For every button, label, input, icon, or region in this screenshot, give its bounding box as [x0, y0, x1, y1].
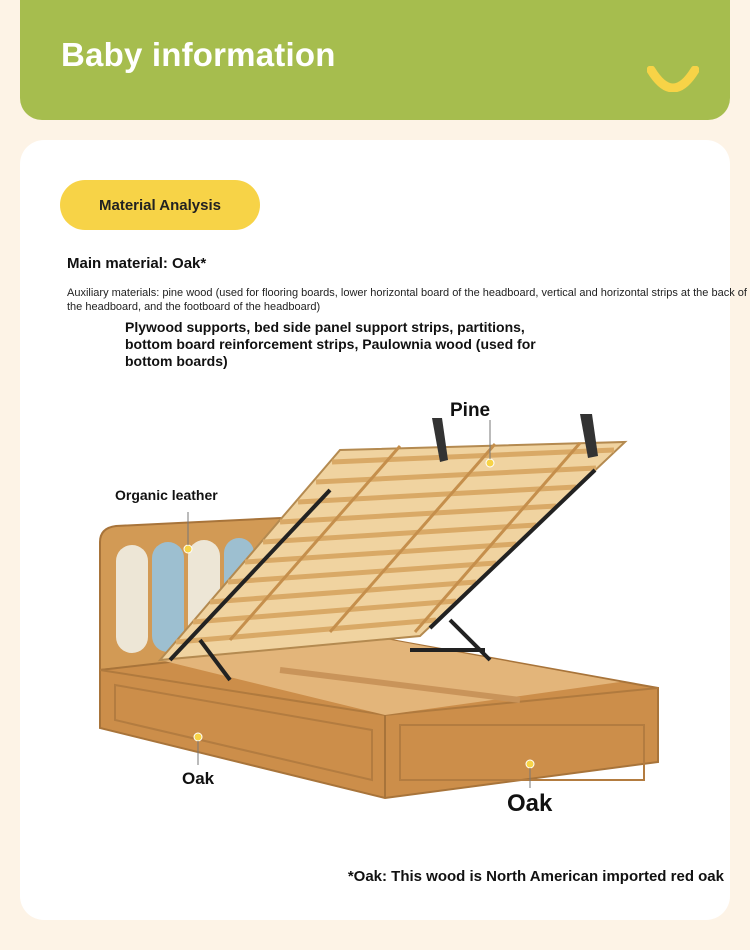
- page-title: Baby information: [61, 36, 336, 73]
- auxiliary-materials: Auxiliary materials: pine wood (used for flooring boards, lower horizontal board of the headboard, vertical and horizontal strips at the back of the headboard, and the footboard of the headboard): [67, 287, 747, 313]
- main-material: Main material: Oak*: [67, 255, 207, 272]
- bed-illustration: [80, 370, 720, 830]
- pine-label: Pine: [450, 400, 491, 421]
- plywood-materials: Plywood supports, bed side panel support strips, partitions, bottom board reinforcement strips, Paulownia wood (used for bottom boards): [125, 319, 536, 369]
- oak-label-left: Oak: [182, 769, 215, 788]
- footnote: *Oak: This wood is North American imported red oak: [347, 868, 724, 885]
- section-badge: Material Analysis: [60, 180, 260, 230]
- smile-icon: [647, 66, 699, 92]
- header-banner: [20, 0, 730, 120]
- oak-label-right: Oak: [507, 790, 553, 817]
- leather-label: Organic leather: [115, 487, 218, 503]
- content-card: [20, 140, 747, 920]
